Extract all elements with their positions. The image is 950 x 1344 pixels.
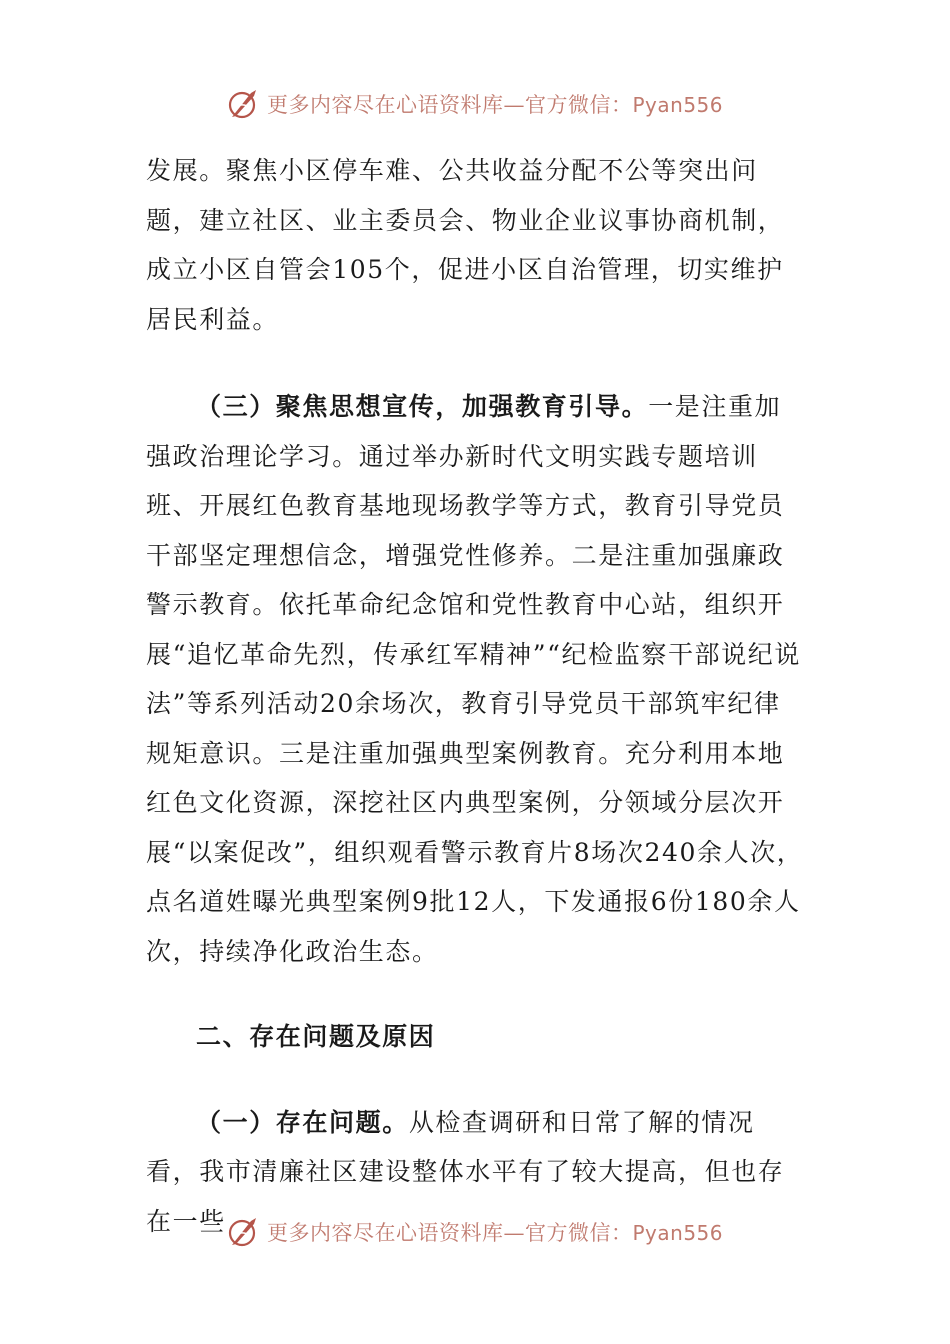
document-body (146, 146, 806, 1246)
header-watermark (0, 84, 950, 124)
watermark-site-text: 更多内容尽在心语资料库—官方微信： (266, 93, 633, 117)
paragraph-2-title: （三）聚焦思想宣传，加强教育引导。 (196, 392, 649, 421)
footer-watermark (0, 1212, 950, 1252)
watermark-site-text: 更多内容尽在心语资料库—官方微信： (266, 1221, 633, 1245)
paragraph-2-body: 一是注重加强政治理论学习。通过举办新时代文明实践专题培训班、开展红色教育基地现场教学等方式，教育引导党员干部坚定理想信念，增强党性修养。二是注重加强廉政警示教育。依托革命纪念馆和党性教育中心站，组织开展“追忆革命先烈，传承红军精神”“纪检监察干部说纪说法”等系列活动20余场次，教育引导党员干部筑牢纪律规矩意识。三是注重加强典型案例教育。充分利用本地红色文化资源，深挖社区内典型案例，分领域分层次开展“以案促改”，组织观看警示教育片8场次240余人次，点名道姓曝光典型案例9批12人，下发通报6份180余人次，持续净化政治生态。 (146, 392, 804, 966)
watermark-wechat-id: Pyan556 (632, 93, 723, 117)
paragraph-3-title: （一）存在问题。 (196, 1107, 409, 1137)
quill-logo-icon (227, 87, 261, 121)
paragraph-1: 发展。聚焦小区停车难、公共收益分配不公等突出问题，建立社区、业主委员会、物业企业议事协商机制，成立小区自管会105个，促进小区自治管理，切实维护居民利益。 (146, 156, 785, 334)
paragraph-3-body: 从检查调研和日常了解的情况看，我市清廉社区建设整体水平有了较大提高，但也存在一些 (146, 1107, 785, 1236)
quill-logo-icon (227, 1215, 261, 1249)
paragraph-2 (146, 382, 806, 976)
section-heading-2: 二、存在问题及原因 (196, 1022, 436, 1051)
watermark-wechat-id: Pyan556 (632, 1221, 723, 1245)
